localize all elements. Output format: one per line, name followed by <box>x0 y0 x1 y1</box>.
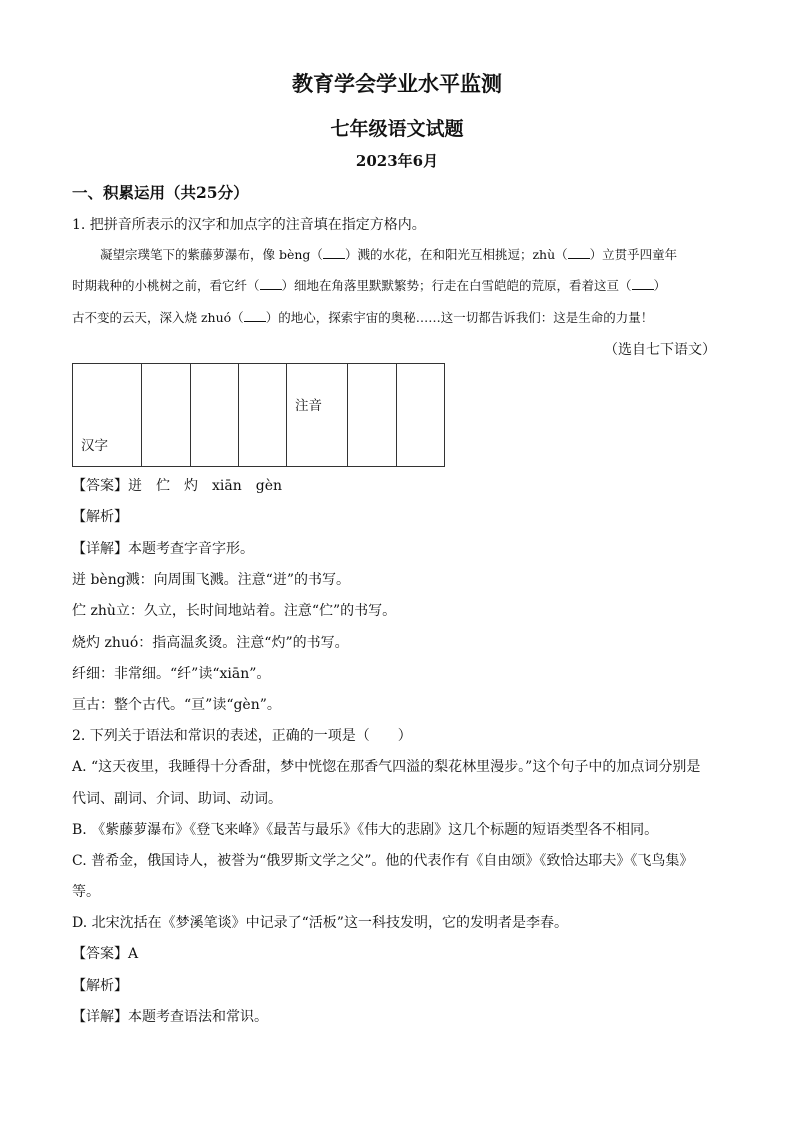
detail-tag: 【详解】 <box>72 541 128 557</box>
passage-source: （选自七下语文） <box>604 342 716 358</box>
passage-text: 凝望宗璞笔下的紫藤萝瀑布，像 bèng（ <box>100 247 323 262</box>
table-cell-blank[interactable] <box>191 364 239 467</box>
option-line: 代词、副词、介词、助词、动词。 <box>72 791 282 807</box>
passage-text: 古不变的云天，深入烧 zhuó（ <box>72 310 244 325</box>
note-line: 伫 zhù立：久立，长时间地站着。注意“伫”的书写。 <box>72 603 397 619</box>
passage-line-3 <box>72 308 653 326</box>
answer-blank <box>244 310 266 322</box>
detail-text: 本题考查字音字形。 <box>128 541 254 557</box>
option-line: B. 《紫藤萝瀑布》《登飞来峰》《最苦与最乐》《伟大的悲剧》这几个标题的短语类型各不相同。 <box>72 822 659 838</box>
option-line: A. “这天夜里，我睡得十分香甜，梦中恍惚在那香气四溢的梨花林里漫步。”这个句子中的加点词分别是 <box>72 759 701 775</box>
passage-text: ）溅的水花，在和阳光互相挑逗；zhù（ <box>344 247 568 262</box>
note-line: 烧灼 zhuó：指高温炙烫。注意“灼”的书写。 <box>72 635 349 651</box>
passage-line-2 <box>72 276 666 294</box>
passage-line-1 <box>100 245 677 263</box>
note-line: 纤细：非常细。“纤”读“xiān”。 <box>72 666 271 682</box>
table-label-hanzi: 汉字 <box>73 364 142 467</box>
document-date: 2023年6月 <box>355 152 439 170</box>
passage-text: ）的地心，探索宇宙的奥秘……这一切都告诉我们：这是生命的力量！ <box>265 310 654 325</box>
passage-text: 时期栽种的小桃树之前，看它纤（ <box>72 278 260 293</box>
detail-tag: 【详解】 <box>72 1009 128 1025</box>
analysis-tag: 【解析】 <box>72 978 128 994</box>
option-line: C. 普希金，俄国诗人，被誉为“俄罗斯文学之父”。他的代表作有《自由颂》《致恰达耶夫》《飞鸟集》 <box>72 853 694 869</box>
answer-tag: 【答案】 <box>72 946 128 962</box>
answer-table <box>72 363 445 467</box>
passage-text: ） <box>653 278 667 293</box>
answer-text: A <box>128 946 139 962</box>
answer-line-2 <box>72 943 138 963</box>
passage-text: ）立贯乎四童年 <box>589 247 678 262</box>
answer-blank <box>632 278 654 290</box>
question-1-prompt: 1. 把拼音所表示的汉字和加点字的注音填在指定方格内。 <box>72 217 426 233</box>
document-title: 教育学会学业水平监测 <box>292 71 502 96</box>
table-cell-blank[interactable] <box>239 364 287 467</box>
answer-line-1 <box>72 475 282 495</box>
answer-blank <box>568 247 590 259</box>
detail-text: 本题考查语法和常识。 <box>128 1009 268 1025</box>
section-heading: 一、积累运用（共25分） <box>72 183 249 202</box>
answer-text: 迸 伫 灼 xiān gèn <box>128 478 282 494</box>
answer-tag: 【答案】 <box>72 478 128 494</box>
table-label-pinyin: 注音 <box>287 364 348 467</box>
note-line: 迸 bèng溅：向周围飞溅。注意“迸”的书写。 <box>72 572 350 588</box>
analysis-tag: 【解析】 <box>72 509 128 525</box>
detail-line-2 <box>72 1006 268 1026</box>
option-line: 等。 <box>72 884 100 900</box>
question-2-prompt: 2. 下列关于语法和常识的表述，正确的一项是（ ） <box>72 728 412 744</box>
passage-text: ）细地在角落里默默繁势；行走在白雪皑皑的荒原，看着这亘（ <box>281 278 632 293</box>
detail-line-1 <box>72 538 254 558</box>
option-line: D. 北宋沈括在《梦溪笔谈》中记录了“活板”这一科技发明，它的发明者是李春。 <box>72 915 568 931</box>
table-cell-blank[interactable] <box>397 364 445 467</box>
table-cell-blank[interactable] <box>142 364 191 467</box>
table-cell-blank[interactable] <box>348 364 397 467</box>
document-subtitle: 七年级语文试题 <box>330 118 464 140</box>
answer-blank <box>260 278 282 290</box>
answer-blank <box>323 247 345 259</box>
note-line: 亘古：整个古代。“亘”读“gèn”。 <box>72 697 281 713</box>
